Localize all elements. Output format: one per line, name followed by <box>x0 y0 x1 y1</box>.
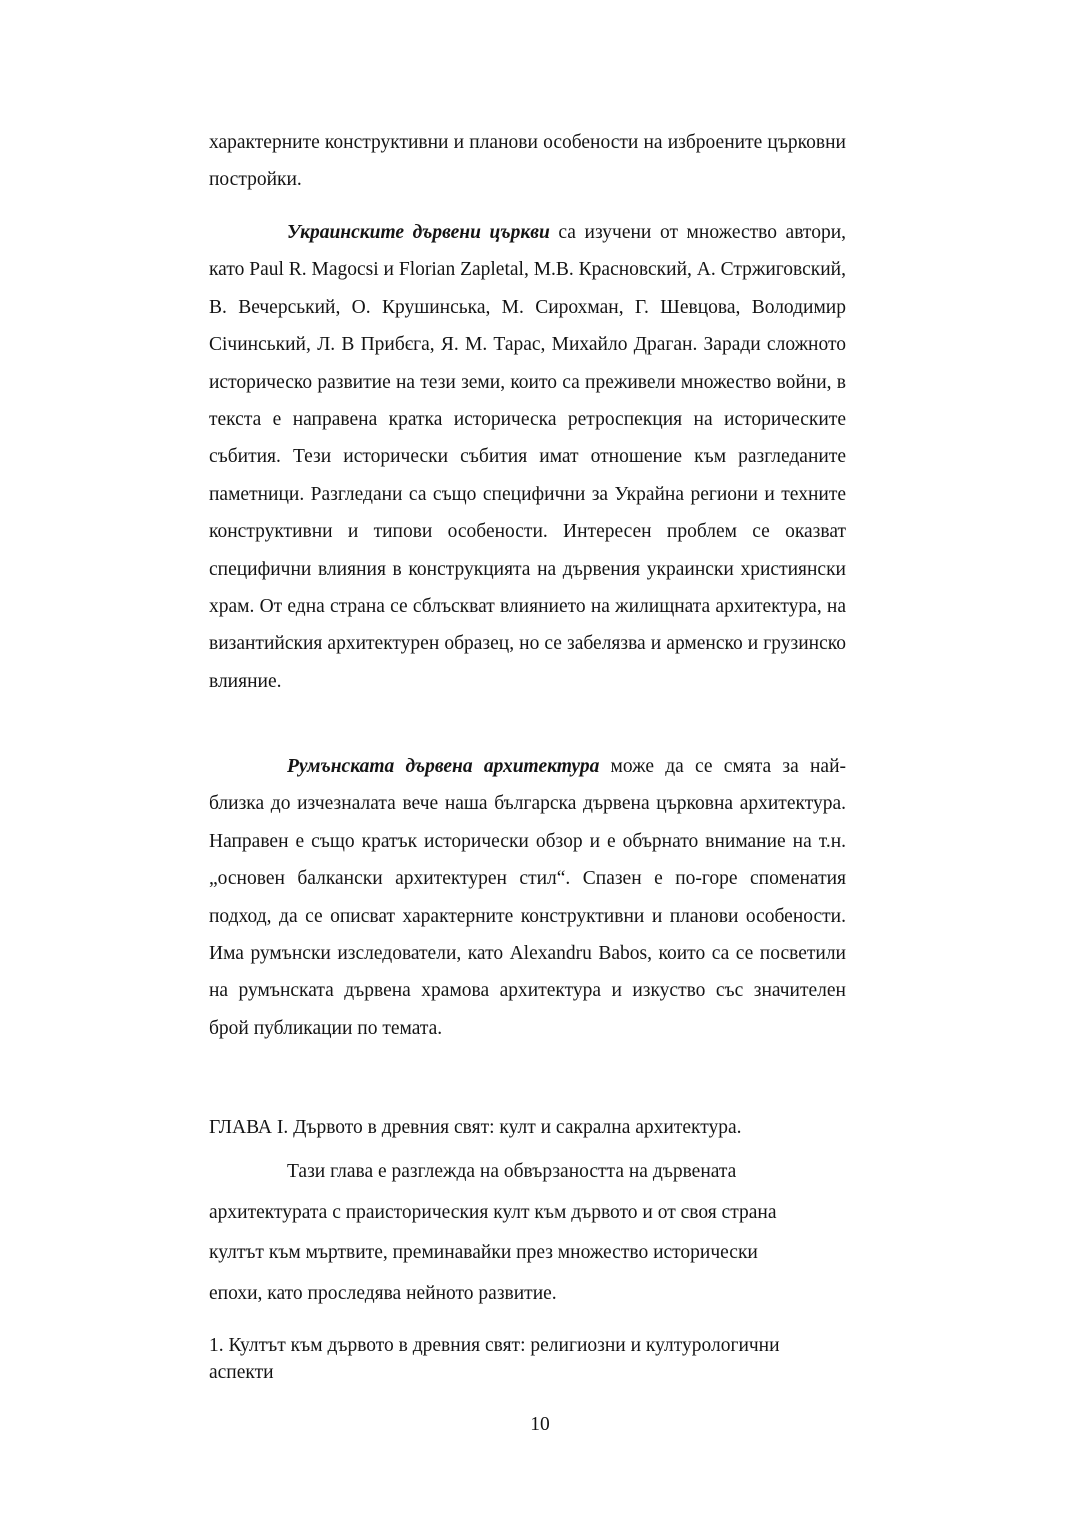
paragraph-lead-emphasis: Румънската дървена архитектура <box>287 756 600 777</box>
paragraph-text: са изучени от множество автори, като Paul R. Magocsi и Florian Zapletal, М.В. Красновский, А. Стржиговский, В. Вечерський, О. Крушинська, М. Сирохман, Г. Шевцова, Володимир Січинський, Л. В Прибєга, Я. М. Тарас, Михайло Драган. Заради сложното историческо развитие на тези земи, които са преживели множество войни, в текста е направена кратка историческа ретроспекция на историческите събития. Тези исторически събития имат отношение към разгледаните паметници. Разгледани са също специфични за Украйна региони и техните конструктивни и типови особености. Интересен проблем се оказват специфични влияния в конструкцията на дървения украински християнски храм. От една страна се сблъскват влиянието на жилищната архитектура, на византийския архитектурен образец, но се забелязва и арменско и грузинско влияние. <box>209 222 846 692</box>
paragraph-chapter-intro <box>209 1152 809 1314</box>
paragraph-text: може да се смята за най-близка до изчезналата вече наша българска дървена църковна архитектура. Направен е също кратък исторически обзор и е обърнато внимание на т.н. „основен балкански архитектурен стил“. Спазен е по-горе споменатия подход, да се описват характерните конструктивни и планови особености. Има румънски изследователи, като Alexandru Babos, които са се посветили на румънската дървена храмова архитектура и изкуство със значителен брой публикации по темата. <box>209 756 846 1039</box>
paragraph-ukrainian-churches <box>209 214 846 700</box>
paragraph-text: Тази глава е разглежда на обвързаността на дървената архитектурата с праисторическия култ към дървото и от своя страна култът към мъртвите, преминавайки през множество исторически епохи, като проследява нейното развитие. <box>209 1161 777 1304</box>
paragraph-text: характерните конструктивни и планови особености на изброените църковни постройки. <box>209 132 846 191</box>
chapter-heading: ГЛАВА I. Дървото в древния свят: култ и сакрална архитектура. <box>209 1117 742 1138</box>
paragraph-romanian-architecture <box>209 748 846 1047</box>
page-number: 10 <box>530 1414 550 1435</box>
section-heading: 1. Култът към дървото в древния свят: религиозни и културологични аспекти <box>209 1335 780 1383</box>
paragraph-continuation <box>209 124 846 199</box>
paragraph-lead-emphasis: Украинските дървени църкви <box>287 222 550 243</box>
